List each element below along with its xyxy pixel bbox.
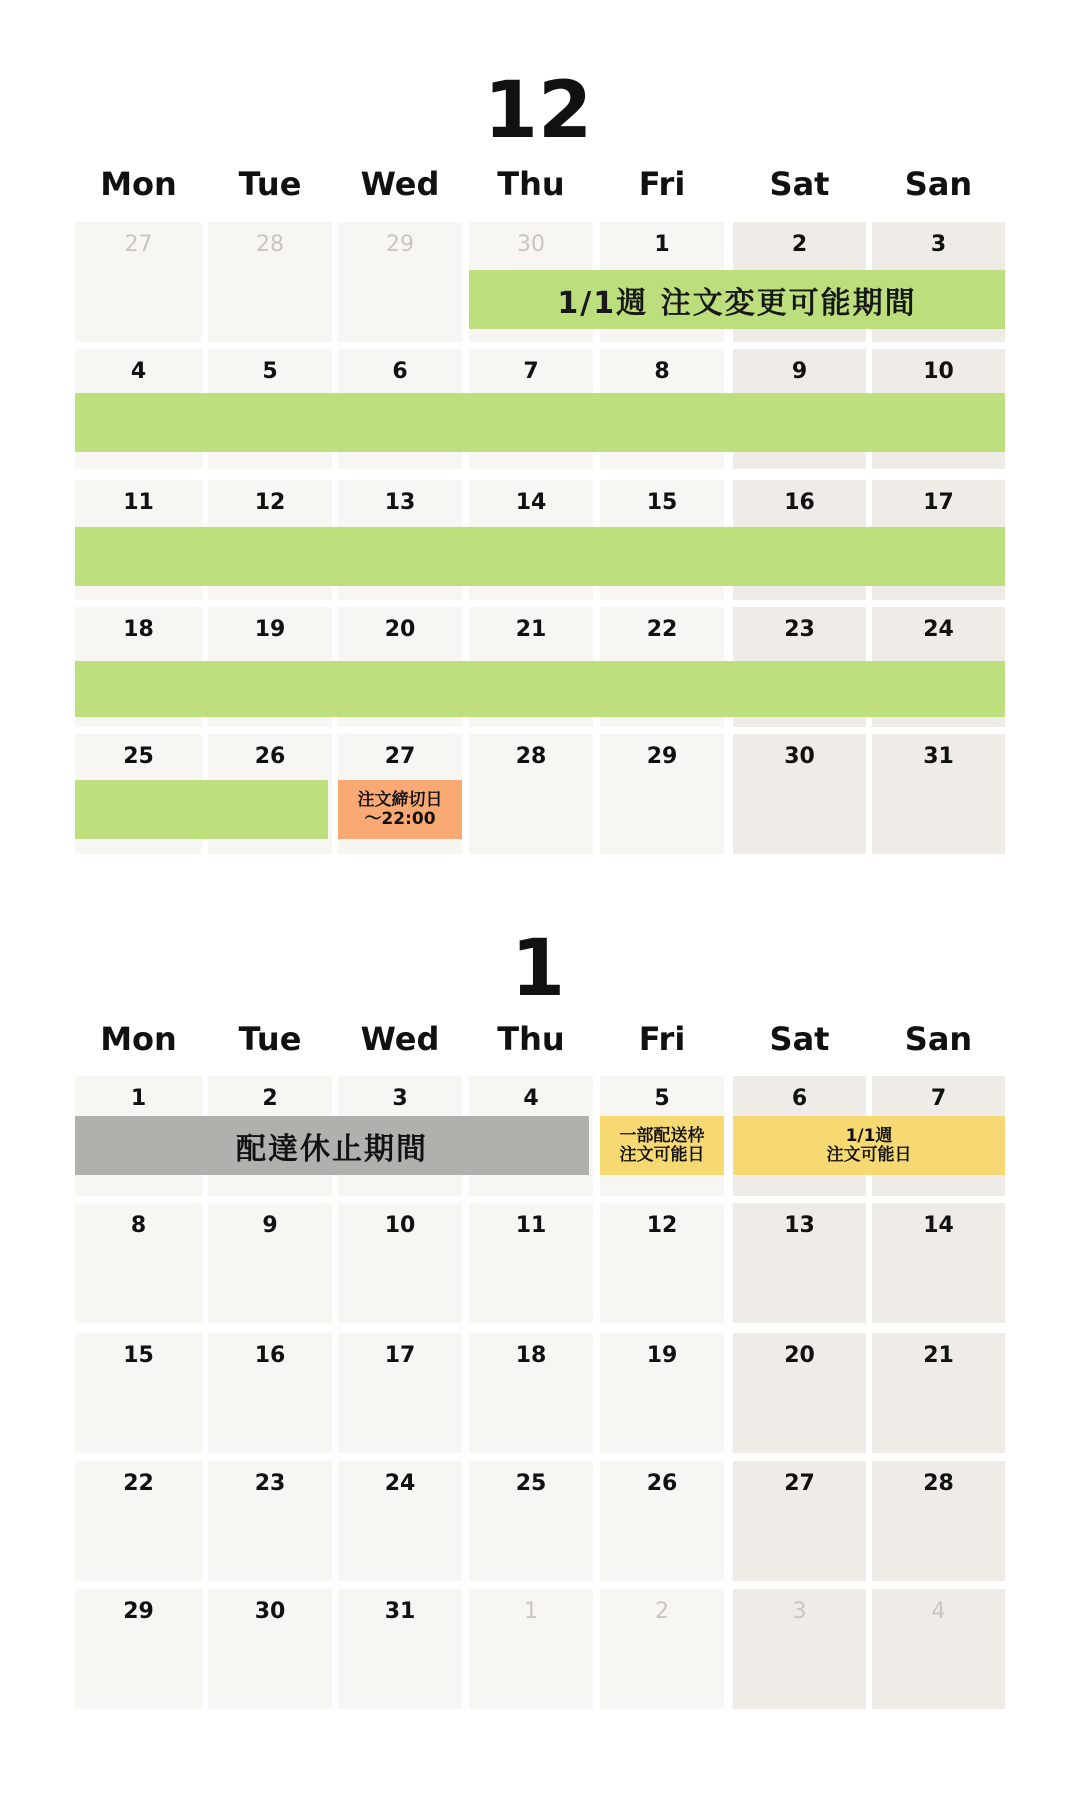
day-number: 25: [515, 1471, 547, 1496]
delivery-suspension-bar: [75, 1116, 589, 1175]
day-number: 28: [923, 1471, 954, 1496]
day-number: 12: [646, 1213, 678, 1238]
day-cell[interactable]: [338, 1203, 462, 1323]
day-number: 25: [123, 744, 154, 769]
day-number: 11: [515, 1213, 547, 1238]
day-cell[interactable]: [872, 1333, 1005, 1453]
day-number: 24: [923, 617, 954, 642]
order-change-period-bar: [469, 270, 1005, 329]
day-number: 19: [646, 1343, 678, 1368]
day-number: 13: [784, 1213, 815, 1238]
day-number: 7: [930, 1086, 947, 1111]
day-cell[interactable]: [338, 1461, 462, 1581]
weekday-header: Thu: [497, 1020, 565, 1058]
day-number: 16: [254, 1343, 286, 1368]
day-number: 6: [392, 359, 408, 384]
day-number: 20: [384, 617, 416, 642]
day-number: 16: [784, 490, 815, 515]
day-cell[interactable]: [338, 222, 462, 342]
day-number: 6: [791, 1086, 808, 1111]
day-number: 21: [923, 1343, 954, 1368]
weekday-header: Thu: [497, 165, 565, 203]
weekday-header: Tue: [238, 1020, 302, 1058]
day-cell[interactable]: [208, 1333, 332, 1453]
day-cell[interactable]: [208, 1203, 332, 1323]
day-number: 3: [392, 1086, 408, 1111]
day-number: 27: [124, 232, 153, 257]
order-change-period-bar: [75, 780, 328, 839]
day-cell[interactable]: [75, 1589, 202, 1709]
partial-order-day-badge: [600, 1116, 724, 1175]
weekday-header: Mon: [100, 165, 177, 203]
day-number: 27: [384, 744, 416, 769]
day-number: 4: [130, 359, 147, 384]
day-number: 14: [515, 490, 547, 515]
month-title: 12: [483, 66, 593, 156]
day-number: 29: [646, 744, 678, 769]
day-cell[interactable]: [469, 1461, 593, 1581]
day-number: 30: [517, 232, 545, 257]
day-cell[interactable]: [208, 1589, 332, 1709]
day-number: 2: [262, 1086, 278, 1111]
day-cell[interactable]: [733, 1203, 866, 1323]
day-number: 18: [515, 1343, 547, 1368]
day-cell[interactable]: [872, 734, 1005, 854]
day-number: 30: [784, 744, 815, 769]
day-number: 26: [254, 744, 286, 769]
day-cell[interactable]: [600, 1461, 724, 1581]
weekday-header: Fri: [638, 1020, 686, 1058]
day-number: 4: [931, 1599, 946, 1624]
weekday-header: Mon: [100, 1020, 177, 1058]
day-number: 9: [262, 1213, 278, 1238]
day-number: 20: [784, 1343, 815, 1368]
day-cell[interactable]: [872, 1203, 1005, 1323]
day-number: 30: [254, 1599, 286, 1624]
order-deadline-badge: [338, 780, 462, 839]
day-cell[interactable]: [469, 1589, 593, 1709]
weekday-header: Fri: [638, 165, 686, 203]
day-number: 31: [384, 1599, 416, 1624]
order-change-period-bar-label: 1/1週 注文変更可能期間: [557, 285, 917, 321]
day-number: 15: [646, 490, 678, 515]
day-number: 17: [384, 1343, 416, 1368]
day-cell[interactable]: [338, 1333, 462, 1453]
day-number: 9: [791, 359, 808, 384]
day-number: 10: [384, 1213, 416, 1238]
day-number: 3: [792, 1599, 807, 1624]
day-number: 2: [655, 1599, 669, 1624]
weekday-header: Wed: [360, 165, 440, 203]
weekday-header: San: [904, 1020, 973, 1058]
order-change-period-bar: [75, 527, 1005, 586]
day-cell[interactable]: [600, 1333, 724, 1453]
month-title: 1: [510, 924, 566, 1014]
day-number: 29: [386, 232, 414, 257]
weekday-header: Wed: [360, 1020, 440, 1058]
day-cell[interactable]: [469, 734, 593, 854]
weekday-header: San: [904, 165, 973, 203]
day-cell[interactable]: [469, 1333, 593, 1453]
day-cell[interactable]: [600, 1589, 724, 1709]
day-cell[interactable]: [872, 1461, 1005, 1581]
day-number: 4: [523, 1086, 539, 1111]
day-number: 5: [262, 359, 278, 384]
day-cell[interactable]: [75, 1203, 202, 1323]
day-number: 13: [384, 490, 416, 515]
day-number: 1: [524, 1599, 538, 1624]
week-order-day-badge-label: 1/1週 注文可能日: [826, 1125, 912, 1165]
day-number: 22: [123, 1471, 154, 1496]
day-number: 17: [923, 490, 954, 515]
day-number: 1: [654, 232, 670, 257]
day-cell[interactable]: [469, 1203, 593, 1323]
day-number: 1: [130, 1086, 147, 1111]
day-number: 15: [123, 1343, 154, 1368]
day-number: 29: [123, 1599, 154, 1624]
day-number: 19: [254, 617, 286, 642]
order-change-period-bar: [75, 393, 1005, 452]
day-cell[interactable]: [338, 1589, 462, 1709]
day-number: 5: [654, 1086, 670, 1111]
day-cell[interactable]: [600, 1203, 724, 1323]
day-cell[interactable]: [208, 222, 332, 342]
day-number: 3: [930, 232, 947, 257]
day-number: 2: [791, 232, 808, 257]
day-number: 26: [646, 1471, 678, 1496]
day-number: 31: [923, 744, 954, 769]
weekday-header: Sat: [769, 165, 830, 203]
day-number: 28: [515, 744, 547, 769]
day-number: 11: [123, 490, 154, 515]
day-number: 24: [384, 1471, 416, 1496]
day-cell[interactable]: [733, 1461, 866, 1581]
day-number: 27: [784, 1471, 815, 1496]
day-cell[interactable]: [733, 1589, 866, 1709]
day-cell[interactable]: [872, 1589, 1005, 1709]
partial-order-day-badge-label: 一部配送枠 注文可能日: [619, 1125, 705, 1165]
day-number: 14: [923, 1213, 954, 1238]
day-number: 18: [123, 617, 154, 642]
week-order-day-badge: [733, 1116, 1005, 1175]
weekday-header: Tue: [238, 165, 302, 203]
day-number: 22: [646, 617, 678, 642]
day-cell[interactable]: [75, 1333, 202, 1453]
day-number: 21: [515, 617, 547, 642]
day-number: 7: [523, 359, 539, 384]
day-number: 28: [256, 232, 284, 257]
order-deadline-badge-label: 注文締切日 〜22:00: [357, 789, 443, 829]
day-cell[interactable]: [733, 1333, 866, 1453]
day-number: 23: [254, 1471, 286, 1496]
delivery-suspension-bar-label: 配達休止期間: [236, 1131, 428, 1167]
day-cell[interactable]: [75, 222, 202, 342]
day-number: 12: [254, 490, 286, 515]
day-cell[interactable]: [208, 1461, 332, 1581]
day-number: 23: [784, 617, 815, 642]
day-number: 8: [130, 1213, 147, 1238]
day-cell[interactable]: [600, 734, 724, 854]
day-number: 10: [923, 359, 954, 384]
day-cell[interactable]: [733, 734, 866, 854]
day-cell[interactable]: [75, 1461, 202, 1581]
weekday-header: Sat: [769, 1020, 830, 1058]
order-change-period-bar: [75, 661, 1005, 717]
day-number: 8: [654, 359, 670, 384]
